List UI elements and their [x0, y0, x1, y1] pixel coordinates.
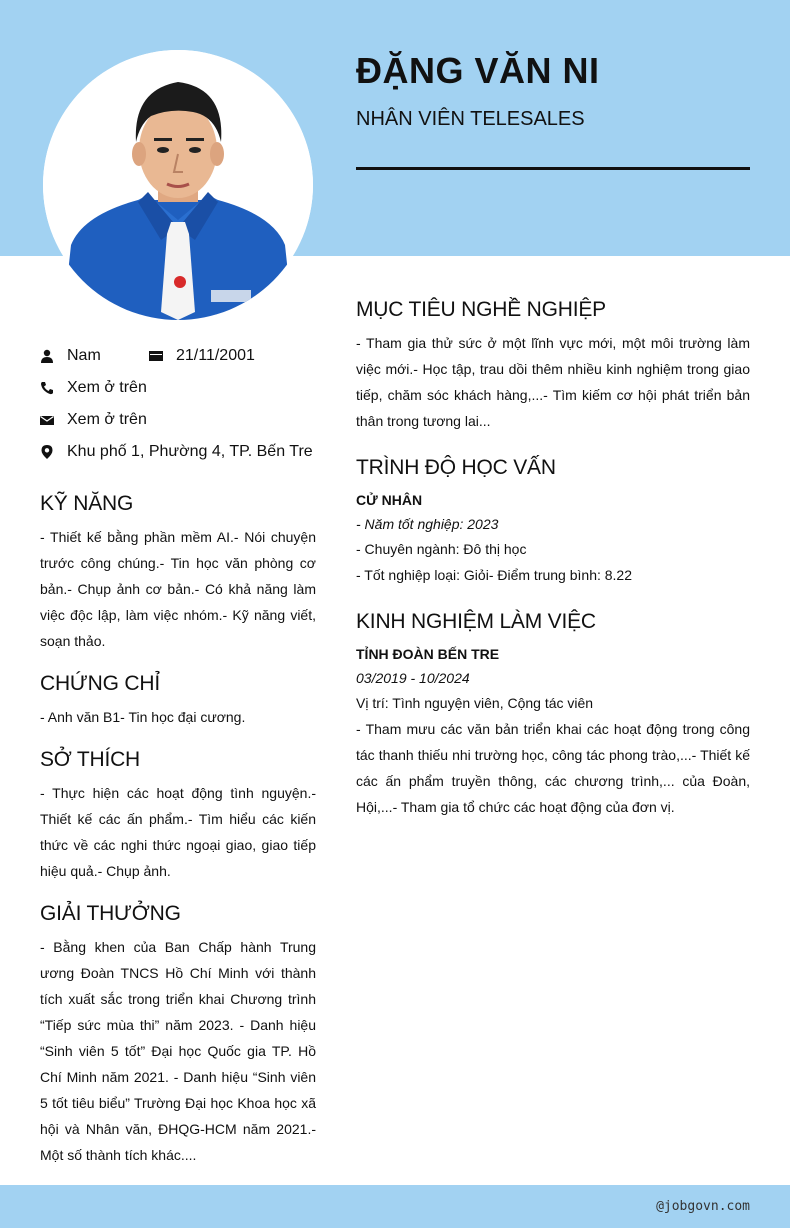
address-value: Khu phố 1, Phường 4, TP. Bến Tre — [67, 443, 313, 460]
contact-row-address — [40, 436, 316, 468]
objective-section — [356, 298, 750, 434]
candidate-name: ĐẶNG VĂN NI — [356, 50, 600, 91]
experience-section — [356, 610, 750, 820]
profile-photo — [43, 50, 313, 320]
job-title: NHÂN VIÊN TELESALES — [356, 108, 585, 130]
footer-band — [0, 1185, 790, 1228]
education-degree: CỬ NHÂN — [356, 492, 423, 508]
objective-title: MỤC TIÊU NGHỀ NGHIỆP — [356, 298, 606, 321]
education-grade: - Tốt nghiệp loại: Giỏi- Điểm trung bình: 8.22 — [356, 567, 633, 583]
contact-row-phone — [40, 372, 316, 404]
skills-body: - Thiết kế bằng phần mềm AI.- Nói chuyện trước công chúng.- Tin học văn phòng cơ bản.- Chụp ảnh cơ bản.- Có khả năng làm việc độc lập, làm việc nhóm.- Kỹ năng viết, soạn thảo. — [40, 529, 316, 649]
header-divider — [356, 167, 750, 170]
certificates-title: CHỨNG CHỈ — [40, 672, 160, 695]
awards-title: GIẢI THƯỞNG — [40, 902, 181, 925]
contact-row-personal — [40, 340, 316, 372]
education-major: - Chuyên ngành: Đô thị học — [356, 541, 527, 557]
skills-title: KỸ NĂNG — [40, 492, 134, 515]
education-title: TRÌNH ĐỘ HỌC VẤN — [356, 456, 556, 479]
hobbies-body: - Thực hiện các hoạt động tình nguyện.- Thiết kế các ấn phẩm.- Tìm hiểu các kiến thức về các nghi thức ngoại giao, giao tiếp hiệu quả.- Chụp ảnh. — [40, 785, 316, 879]
hobbies-title: SỞ THÍCH — [40, 748, 141, 771]
experience-description: - Tham mưu các văn bản triển khai các hoạt động trong công tác thanh thiếu nhi trường học, công tác phong trào,...- Thiết kế các ấn phẩm truyền thông, các chương trình,... của Đoàn, Hội,...- Tham gia tổ chức các hoạt động của đơn vị. — [356, 721, 750, 815]
contact-row-email — [40, 404, 316, 436]
person-icon — [40, 349, 54, 363]
gender-value: Nam — [67, 347, 101, 364]
experience-company: TỈNH ĐOÀN BẾN TRE — [356, 646, 500, 662]
footer-watermark: @jobgovn.com — [656, 1199, 750, 1214]
birthday-value: 21/11/2001 — [176, 347, 255, 364]
experience-title: KINH NGHIỆM LÀM VIỆC — [356, 610, 596, 633]
education-section — [356, 456, 750, 588]
phone-value: Xem ở trên — [67, 379, 147, 396]
phone-icon — [40, 381, 54, 395]
left-column — [40, 340, 316, 1168]
certificates-body: - Anh văn B1- Tin học đại cương. — [40, 709, 246, 725]
right-column — [356, 298, 750, 842]
location-pin-icon — [40, 445, 54, 459]
calendar-icon — [149, 349, 163, 363]
education-graduation: - Năm tốt nghiệp: 2023 — [356, 516, 499, 532]
awards-body: - Bằng khen của Ban Chấp hành Trung ương Đoàn TNCS Hồ Chí Minh với thành tích xuất sắc trong triển khai Chương trình “Tiếp sức mùa thi” năm 2023. - Danh hiệu “Sinh viên 5 tốt” Đại học Quốc gia TP. Hồ Chí Minh năm 2021. - Danh hiệu “Sinh viên 5 tốt tiêu biểu” Trường Đại học Khoa học xã hội và Nhân văn, ĐHQG-HCM năm 2021.- Một số thành tích khác.... — [40, 939, 316, 1163]
mail-icon — [40, 413, 54, 427]
objective-body: - Tham gia thử sức ở một lĩnh vực mới, một môi trường làm việc mới.- Học tập, trau dồi thêm nhiều kinh nghiệm trong giao tiếp, chăm sóc khách hàng,...- Tìm kiếm cơ hội phát triển bản thân trong tương lai... — [356, 335, 750, 429]
email-value: Xem ở trên — [67, 411, 147, 428]
experience-position: Vị trí: Tình nguyện viên, Cộng tác viên — [356, 695, 594, 711]
experience-period: 03/2019 - 10/2024 — [356, 670, 470, 686]
